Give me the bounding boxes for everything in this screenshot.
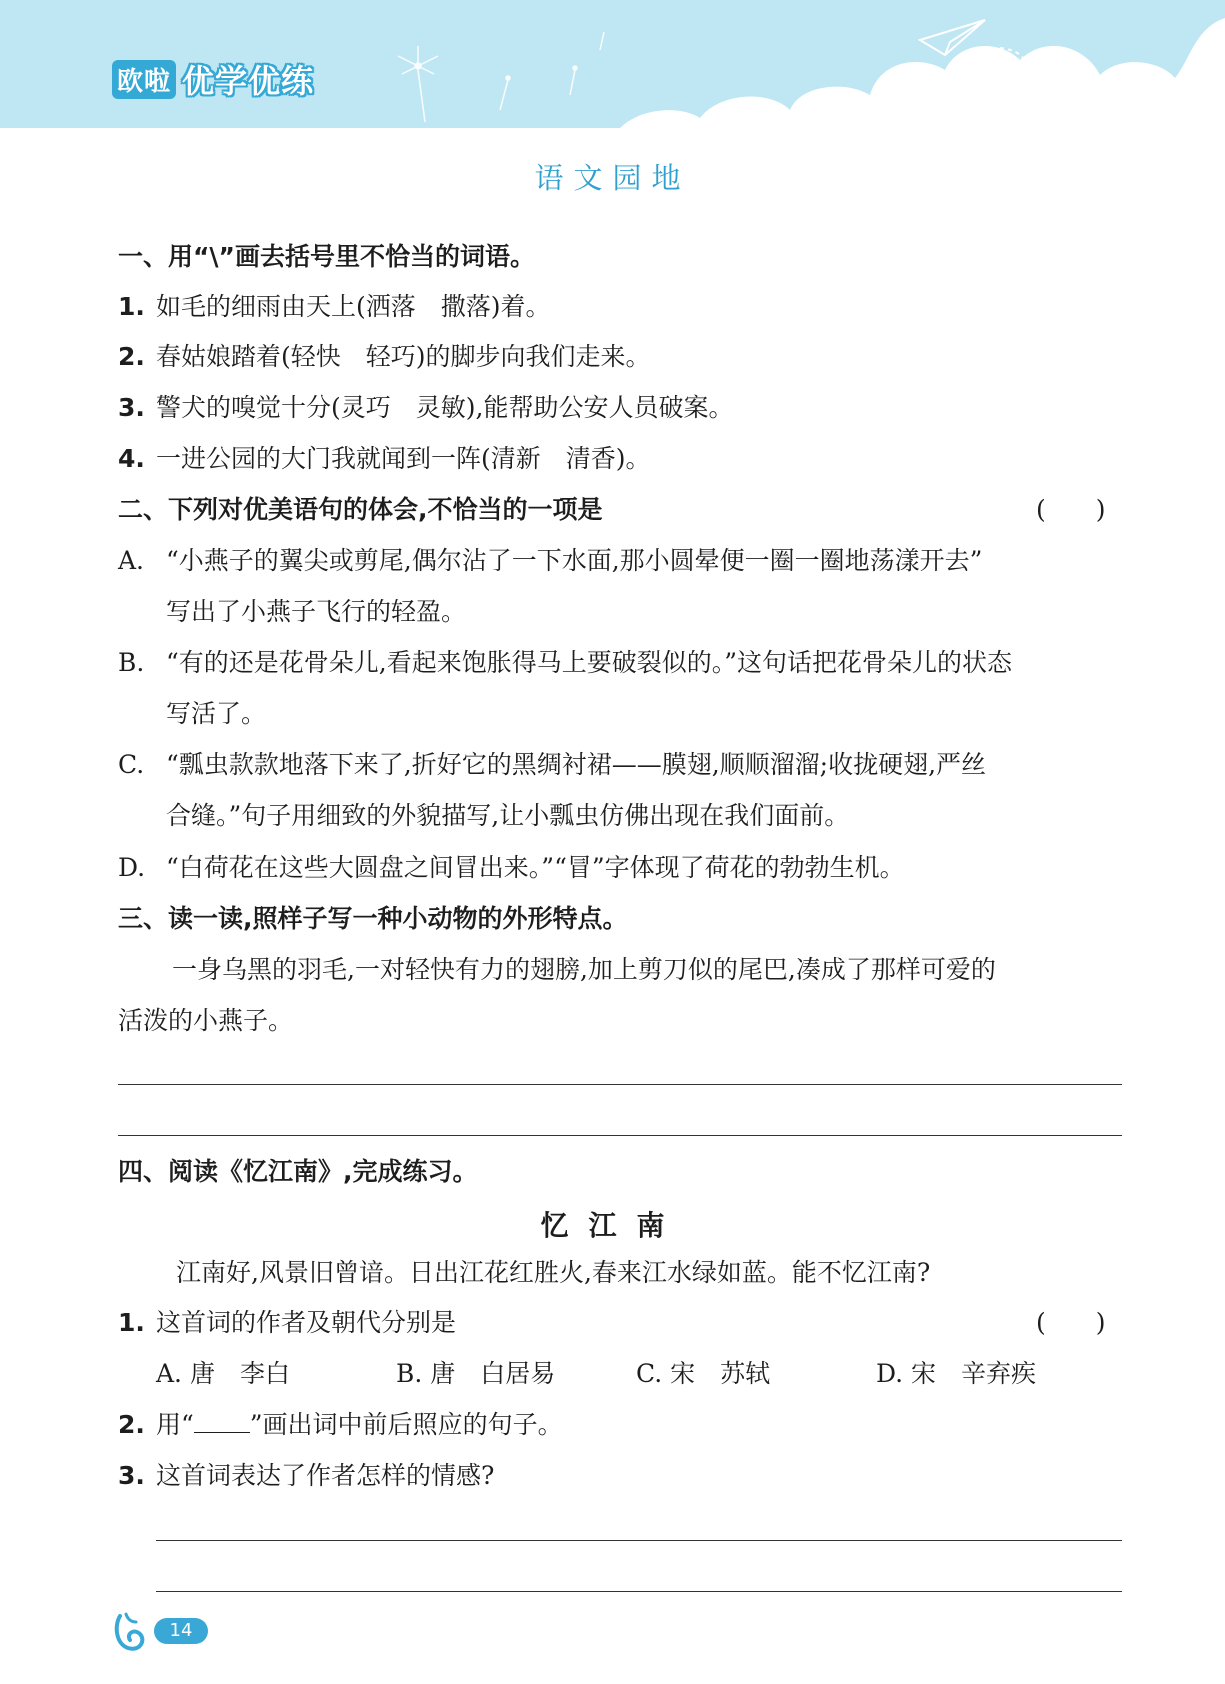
option-b: B. 唐 白居易 [396,1359,556,1388]
underline-mark [194,1410,250,1433]
example-text-cont: 活泼的小燕子。 [118,1006,294,1035]
brand-part2: 优学优练 [182,62,315,100]
answer-line[interactable] [156,1591,1122,1592]
option-c-cont: 合缝。”句子用细致的外貌描写,让小瓢虫仿佛出现在我们面前。 [166,801,850,830]
option-d: D. 宋 辛弃疾 [876,1359,1037,1388]
brand-part1: 欧啦 [112,60,176,99]
question-3: 3. 这首词表达了作者怎样的情感? [118,1461,495,1490]
option-c: C. 宋 苏轼 [636,1359,771,1388]
option-a: A. “小燕子的翼尖或剪尾,偶尔沾了一下水面,那小圆晕便一圈一圈地荡漾开去” [118,546,983,575]
answer-line[interactable] [118,1135,1122,1136]
section2-heading: 二、下列对优美语句的体会,不恰当的一项是 [118,495,603,524]
question-1-options [156,1357,1116,1391]
option-b-cont: 写活了。 [166,699,267,728]
section1-heading: 一、用“\”画去括号里不恰当的词语。 [118,242,535,271]
option-a-cont: 写出了小燕子飞行的轻盈。 [166,597,467,626]
page-number-badge [112,1610,212,1654]
section3-heading: 三、读一读,照样子写一种小动物的外形特点。 [118,904,628,933]
answer-line[interactable] [118,1084,1122,1085]
page-title: 语文园地 [534,161,691,195]
question-2: 2. 用“ ”画出词中前后照应的句子。 [118,1410,563,1439]
list-item: 4. 一进公园的大门我就闻到一阵(清新 清香)。 [118,444,651,473]
list-item: 2. 春姑娘踏着(轻快 轻巧)的脚步向我们走来。 [118,342,651,371]
example-text: 一身乌黑的羽毛,一对轻快有力的翅膀,加上剪刀似的尾巴,凑成了那样可爱的 [172,955,996,984]
section4-heading: 四、阅读《忆江南》,完成练习。 [118,1157,478,1186]
page-number: 14 [154,1618,208,1644]
option-c: C. “瓢虫款款地落下来了,折好它的黑绸衬裙——膜翅,顺顺溜溜;收拢硬翅,严丝 [118,750,987,779]
brand-logo [112,56,314,102]
answer-parentheses[interactable]: ( ) [1036,495,1106,524]
list-item: 3. 警犬的嗅觉十分(灵巧 灵敏),能帮助公安人员破案。 [118,393,734,422]
question-1: 1. 这首词的作者及朝代分别是 [118,1308,457,1337]
answer-parentheses[interactable]: ( ) [1036,1308,1106,1337]
poem-text: 江南好,风景旧曾谙。日出江花红胜火,春来江水绿如蓝。能不忆江南? [176,1258,931,1287]
list-item: 1. 如毛的细雨由天上(洒落 撒落)着。 [118,292,551,321]
option-b: B. “有的还是花骨朵儿,看起来饱胀得马上要破裂似的。”这句话把花骨朵儿的状态 [118,648,1013,677]
answer-line[interactable] [156,1540,1122,1541]
poem-title: 忆江南 [540,1209,685,1242]
option-a: A. 唐 李白 [156,1359,290,1388]
option-d: D. “白荷花在这些大圆盘之间冒出来。”“冒”字体现了荷花的勃勃生机。 [118,853,905,882]
